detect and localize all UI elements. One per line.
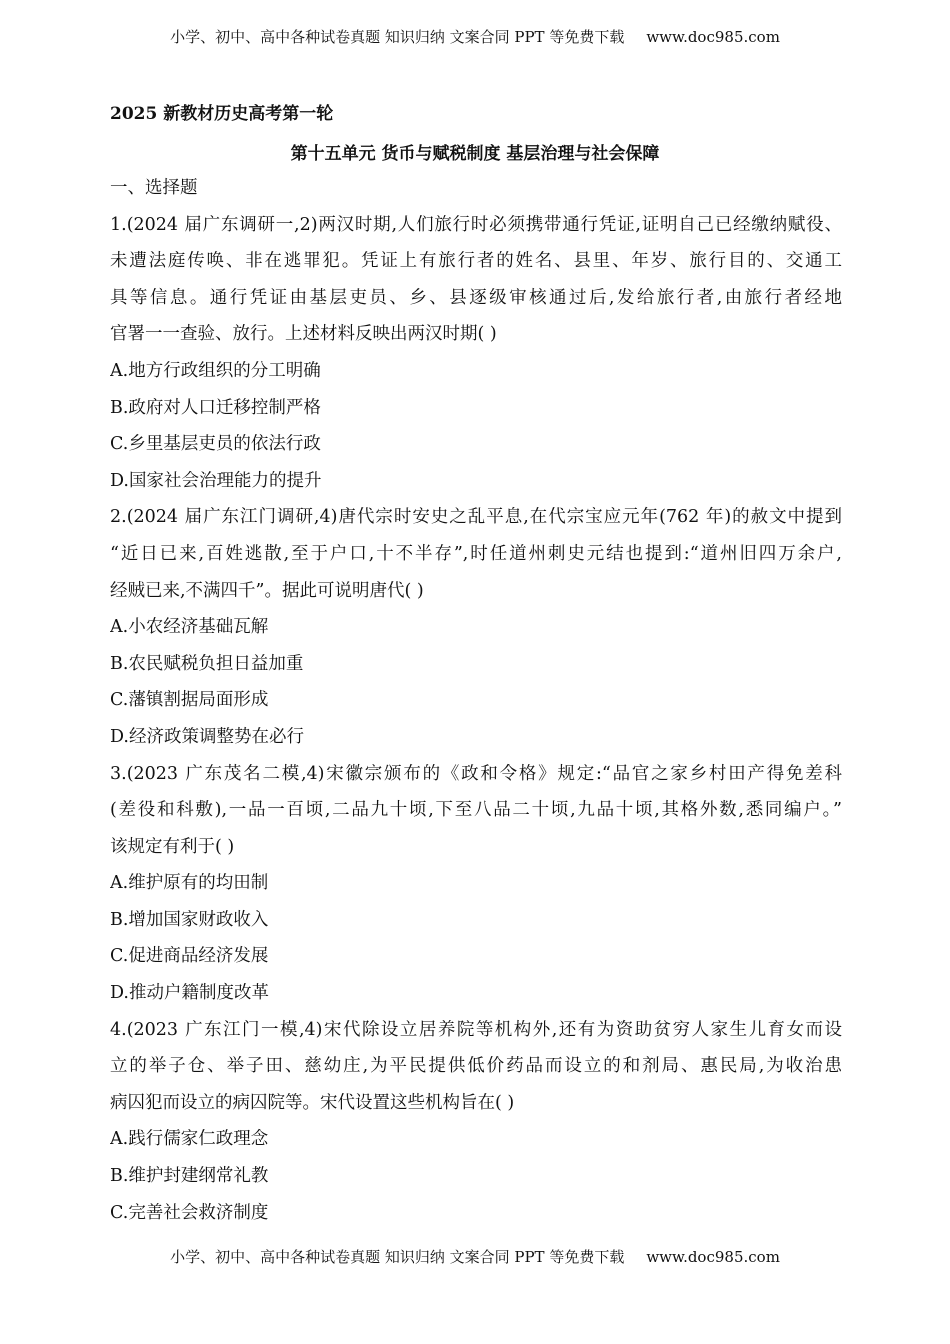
question-stem-line: 立的举子仓、举子田、慈幼庄,为平民提供低价药品而设立的和剂局、惠民局,为收治患 [110, 1056, 842, 1077]
option-a: A.维护原有的均田制 [110, 873, 269, 894]
question-stem-line: 3.(2023 广东茂名二模,4)宋徽宗颁布的《政和令格》规定:“品官之家乡村田产得免差科 [110, 763, 842, 784]
option-b: B.维护封建纲常礼教 [110, 1166, 269, 1187]
option-c: C.藩镇割据局面形成 [110, 690, 269, 711]
option-c: C.乡里基层吏员的依法行政 [110, 434, 321, 455]
question-stem-line: 具等信息。通行凭证由基层吏员、乡、县逐级审核通过后,发给旅行者,由旅行者经地 [110, 287, 842, 308]
option-d: D.推动户籍制度改革 [110, 983, 269, 1004]
document-title: 2025 新教材历史高考第一轮 [110, 104, 334, 124]
question-stem-line: 病囚犯而设立的病囚院等。宋代设置这些机构旨在( ) [110, 1092, 515, 1113]
question-stem-line: 该规定有利于( ) [110, 836, 235, 857]
question-stem-line: 2.(2024 届广东江门调研,4)唐代宗时安史之乱平息,在代宗宝应元年(762 年)的赦文中提到 [110, 507, 842, 528]
header-site-link[interactable]: www.doc985.com [646, 28, 780, 46]
section-title: 一、选择题 [110, 178, 198, 198]
option-b: B.政府对人口迁移控制严格 [110, 397, 321, 418]
option-a: A.地方行政组织的分工明确 [110, 360, 321, 381]
question-stem-line: 官署一一查验、放行。上述材料反映出两汉时期( ) [110, 324, 497, 345]
option-a: A.小农经济基础瓦解 [110, 617, 269, 638]
option-a: A.践行儒家仁政理念 [110, 1129, 269, 1150]
question-stem-line: (差役和科敷),一品一百顷,二品九十顷,下至八品二十顷,九品十顷,其格外数,悉同编户。” [110, 800, 842, 821]
header-text: 小学、初中、高中各种试卷真题 知识归纳 文案合同 PPT 等免费下载 [170, 28, 625, 46]
option-b: B.农民赋税负担日益加重 [110, 653, 304, 674]
footer-site-link[interactable]: www.doc985.com [646, 1248, 780, 1266]
question-stem-line: 4.(2023 广东江门一模,4)宋代除设立居养院等机构外,还有为资助贫穷人家生儿育女而设 [110, 1019, 842, 1040]
question-stem-line: “近日已来,百姓逃散,至于户口,十不半存”,时任道州刺史元结也提到:“道州旧四万余户, [110, 543, 842, 564]
footer-text: 小学、初中、高中各种试卷真题 知识归纳 文案合同 PPT 等免费下载 [170, 1248, 625, 1266]
unit-title: 第十五单元 货币与赋税制度 基层治理与社会保障 [290, 144, 660, 164]
document-body [110, 170, 842, 1231]
question-4 [110, 1012, 842, 1232]
question-stem-line: 未遭法庭传唤、非在逃罪犯。凭证上有旅行者的姓名、县里、年岁、旅行目的、交通工 [110, 251, 842, 272]
question-stem-line: 1.(2024 届广东调研一,2)两汉时期,人们旅行时必须携带通行凭证,证明自己已经缴纳赋役、 [110, 214, 842, 235]
option-b: B.增加国家财政收入 [110, 909, 269, 930]
option-c: C.促进商品经济发展 [110, 946, 269, 967]
question-2 [110, 499, 842, 755]
page-footer [0, 1247, 950, 1267]
option-d: D.经济政策调整势在必行 [110, 726, 304, 747]
question-stem-line: 经贼已来,不满四千”。据此可说明唐代( ) [110, 580, 424, 601]
option-c: C.完善社会救济制度 [110, 1202, 269, 1223]
question-1 [110, 207, 842, 500]
page-header [0, 27, 950, 47]
question-3 [110, 756, 842, 1012]
option-d: D.国家社会治理能力的提升 [110, 470, 322, 491]
